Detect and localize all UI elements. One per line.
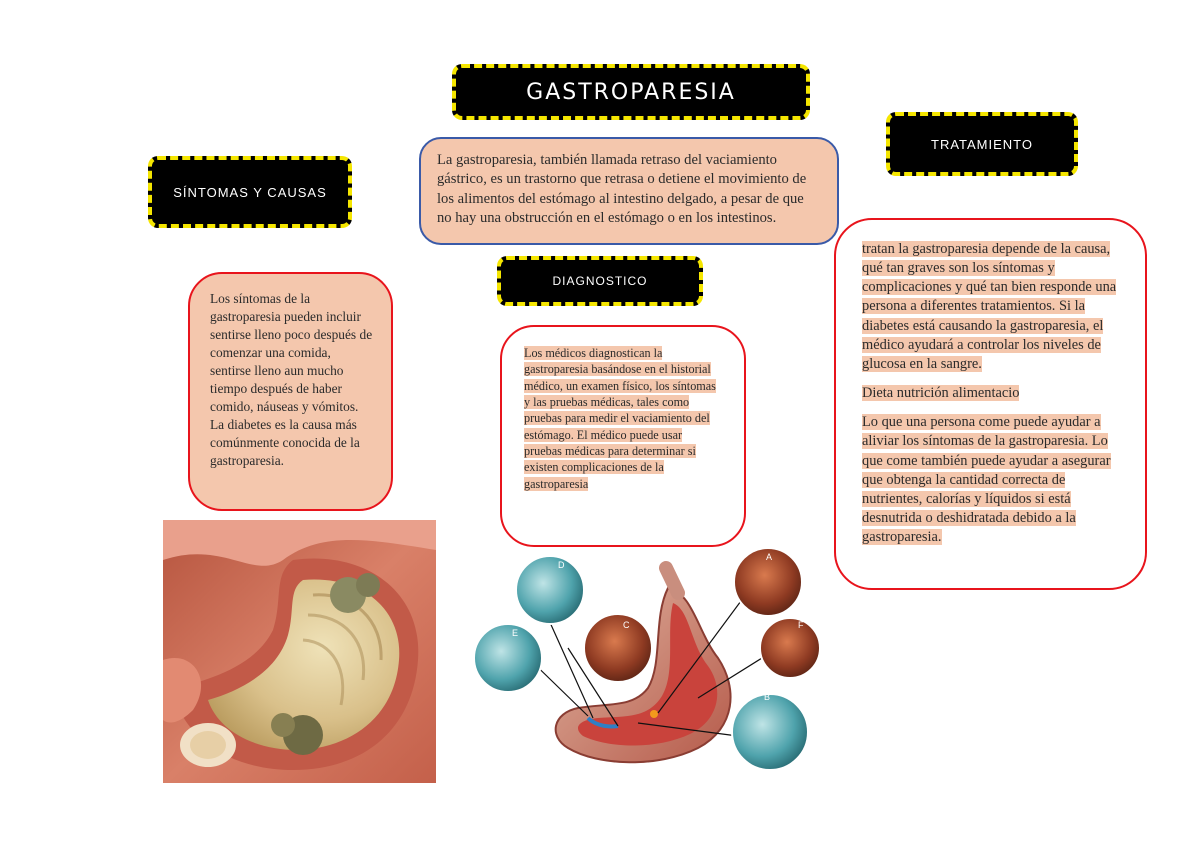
title-banner [452, 64, 810, 120]
diagnosis-card [500, 325, 746, 547]
endoscopy-view-d [516, 556, 584, 624]
endoscopy-view-f [760, 618, 820, 678]
symptoms-label: SÍNTOMAS Y CAUSAS [173, 184, 327, 200]
intro-text: La gastroparesia, también llamada retraso del vaciamiento gástrico, es un trastorno que retrasa o detiene el movimiento de los alimentos del estómago al intestino delgado, a pesar de que no hay una obstrucción en el estómago o en los intestinos. [437, 152, 807, 226]
stomach-illustration [163, 520, 436, 783]
svg-text:A: A [766, 552, 773, 562]
svg-text:B: B [764, 692, 771, 702]
endoscopy-view-e [474, 624, 542, 692]
treatment-text-1: tratan la gastroparesia depende de la causa, qué tan graves son los síntomas y complicaciones y qué tan bien responde una persona a diferentes tratamientos. Si la diabetes está causando la gastroparesia, el médico ayudará a controlar los niveles de glucosa en la sangre. [862, 241, 1117, 372]
treatment-card [834, 218, 1147, 590]
svg-text:E: E [512, 628, 519, 638]
diagnosis-label: DIAGNOSTICO [552, 274, 648, 288]
endoscopy-view-c [584, 614, 652, 682]
symptoms-text: Los síntomas de la gastroparesia pueden incluir sentirse lleno poco después de comenzar una comida, sentirse lleno aun mucho tiempo después de haber comido, náuseas y vómitos. La diabetes es la causa más comúnmente conocida de la gastroparesia. [210, 291, 373, 468]
endoscopy-illustration [468, 548, 820, 774]
treatment-label: TRATAMIENTO [931, 136, 1033, 152]
diet-heading: Dieta nutrición alimentacio [862, 385, 1020, 402]
diagnosis-tag [497, 256, 703, 306]
symptoms-tag [148, 156, 352, 228]
symptoms-card [188, 272, 393, 511]
svg-text:D: D [558, 560, 565, 570]
endoscopy-view-b [732, 692, 808, 770]
endoscopy-view-a [734, 548, 802, 616]
page-title: GASTROPARESIA [526, 79, 736, 105]
treatment-tag [886, 112, 1078, 176]
svg-text:C: C [623, 620, 630, 630]
treatment-text-2: Lo que una persona come puede ayudar a aliviar los síntomas de la gastroparesia. Lo que come también puede ayudar a asegurar que obtenga la cantidad correcta de nutrientes, calorías y líquidos si está desnutrida o deshidratada debido a la gastroparesia. [862, 414, 1111, 546]
endoscopy-diagram [468, 548, 820, 774]
diagnosis-text: Los médicos diagnostican la gastroparesia basándose en el historial médico, un examen físico, los síntomas y las pruebas médicas, tales como pruebas para medir el vaciamiento del estómago. El médico puede usar pruebas médicas para determinar si existen complicaciones de la gastroparesia [524, 346, 716, 491]
svg-text:F: F [798, 620, 804, 630]
stomach-cross-section-image [163, 520, 436, 783]
intro-card [419, 137, 839, 245]
